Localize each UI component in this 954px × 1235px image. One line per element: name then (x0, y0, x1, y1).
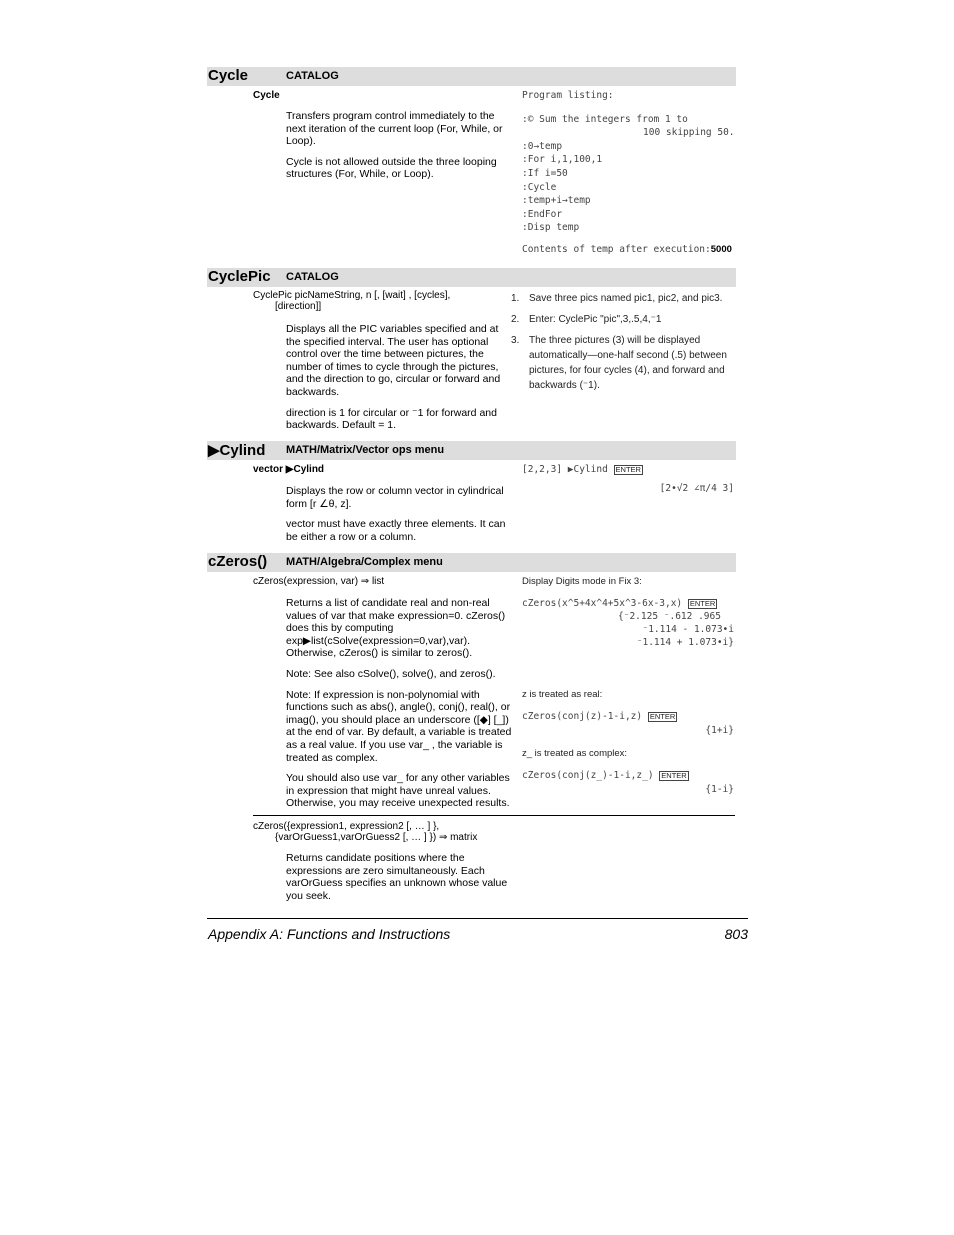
czeros-ex1-label: Display Digits mode in Fix 3: (522, 576, 642, 587)
program-line: :temp+i→temp (522, 195, 591, 207)
cylind-description (286, 485, 512, 551)
step-item: 2. Enter: CyclePic "pic",3,.5,4,⁻1 (511, 314, 662, 325)
example-comment: 100 skipping 50. (643, 127, 735, 139)
desc-paragraph: Transfers program control immediately to the next iteration of the current loop (For, While, or Loop). (286, 110, 503, 148)
page-number: 803 (724, 926, 748, 942)
entry-title: cZeros() (208, 553, 268, 570)
desc-paragraph: Note: If expression is non-polynomial with functions such as abs(), angle(), conj(), real(), or imag(), you should place an underscore ([◆] [_]) at the end of var. By default, a variable is treated as a real value. If you use var_ , the variable is treated as complex. (286, 688, 512, 764)
cyclepic-description (286, 323, 512, 440)
example-result: Contents of temp after execution:5000 (522, 243, 732, 255)
program-line: :For i,1,100,1 (522, 154, 603, 166)
desc-paragraph: Note: See also cSolve(), solve(), and zeros(). (286, 667, 496, 680)
example-comment: :© Sum the integers from 1 to (522, 113, 688, 125)
czeros-ex2-input: cZeros(conj(z)-1-i,z) ENTER (522, 711, 676, 722)
czeros-description (286, 597, 512, 818)
cycle-example (522, 90, 737, 258)
czeros-ex3-input: cZeros(conj(z_)-1-i,z_) ENTER (522, 770, 687, 781)
cycle-syntax: Cycle (253, 90, 280, 101)
cylind-example-result: [2•√2 ∠π/4 3] (659, 483, 734, 494)
cycle-description (286, 110, 512, 189)
step-item: 3. The three pictures (3) will be displayed automatically—one-half second (.5) between pictures, for four cycles (4), and forward and backwards (⁻1). (511, 335, 727, 391)
program-line: :EndFor (522, 208, 563, 220)
desc-paragraph: direction is 1 for circular or ⁻1 for forward and backwards. Default = 1. (286, 406, 497, 432)
czeros-ex2-label: z is treated as real: (522, 689, 603, 700)
cycle-header (207, 67, 736, 86)
czeros-description-2 (286, 852, 512, 910)
czeros-ex1-result: {⁻2.125 ⁻.612 .965 ⁻1.114 - 1.073•i ⁻1.114 + 1.073•i} (618, 611, 734, 648)
desc-paragraph: Cycle is not allowed outside the three looping structures (For, While, or Loop). (286, 155, 497, 181)
footer-rule (207, 918, 748, 919)
desc-paragraph: Returns candidate positions where the expressions are zero simultaneously. Each varOrGuess specifies an unknown whose value you seek. (286, 852, 508, 902)
entry-menu: MATH/Matrix/Vector ops menu (286, 444, 445, 456)
desc-paragraph: Displays all the PIC variables specified and at the specified interval. The user has optional control over the time between pictures, the number of times to cycle through the pictures, and the direction to go, circular or forward and backwards. (286, 323, 501, 398)
program-line: :Cycle (522, 181, 557, 193)
cyclepic-header (207, 268, 736, 287)
entry-title: CyclePic (208, 268, 271, 285)
czeros-syntax-2: cZeros({expression1, expression2 [, … ] }, {varOrGuess1,varOrGuess2 [, … ] }) ⇒ matrix (253, 821, 478, 843)
program-line: :Disp temp (522, 222, 580, 234)
entry-menu: CATALOG (286, 271, 339, 283)
entry-title: Cycle (208, 67, 249, 84)
footer-title: Appendix A: Functions and Instructions (208, 926, 451, 942)
desc-paragraph: Displays the row or column vector in cylindrical form [r ∠θ, z]. (286, 485, 504, 510)
entry-menu: CATALOG (286, 70, 339, 82)
program-line: :If i=50 (522, 167, 568, 179)
example-header: Program listing: (522, 90, 614, 101)
czeros-header (207, 553, 736, 572)
cylind-header (207, 441, 736, 460)
desc-paragraph: You should also use var_ for any other variables in expression that might have unreal values. Otherwise, you may receive unexpected results. (286, 772, 510, 810)
enter-key: ENTER (649, 712, 676, 721)
cyclepic-syntax: CyclePic picNameString, n [, [wait] , [cycles], [direction]] (253, 290, 451, 312)
enter-key: ENTER (689, 599, 716, 608)
cyclepic-steps (511, 291, 735, 399)
desc-paragraph: Returns a list of candidate real and non-real values of var that make expression=0. cZeros() does this by computing exp▶list(cSolve(expression=0,var),var). Otherwise, cZeros() is similar to zeros(). (286, 597, 506, 660)
cylind-example-input: [2,2,3] ▶Cylind ENTER (522, 464, 641, 475)
enter-key: ENTER (615, 465, 641, 474)
entry-title: ▶Cylind (208, 442, 266, 459)
entry-menu: MATH/Algebra/Complex menu (286, 556, 443, 568)
section-divider (253, 815, 735, 816)
czeros-ex1-input: cZeros(x^5+4x^4+5x^3-6x-3,x) ENTER (522, 598, 716, 609)
czeros-ex3-result: {1-i} (705, 784, 734, 795)
desc-paragraph: vector must have exactly three elements. It can be either a row or a column. (286, 518, 506, 543)
czeros-syntax: cZeros(expression, var) ⇒ list (253, 576, 385, 587)
program-line: :0→temp (522, 140, 563, 152)
enter-key: ENTER (661, 771, 687, 780)
cylind-syntax: vector ▶Cylind (253, 464, 325, 475)
czeros-ex3-label: z_ is treated as complex: (522, 748, 628, 759)
step-item: 1. Save three pics named pic1, pic2, and pic3. (511, 293, 723, 304)
czeros-ex2-result: {1+i} (705, 725, 734, 736)
